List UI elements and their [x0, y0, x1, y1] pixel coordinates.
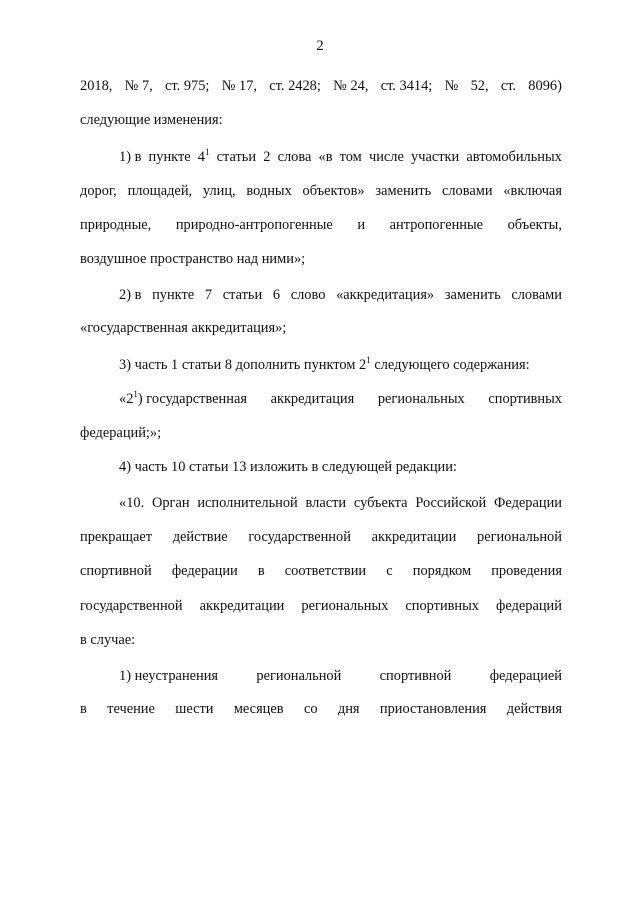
word: аккредитации — [371, 529, 457, 545]
word: природно-антропогенные — [175, 217, 333, 233]
word: Российской — [415, 495, 487, 511]
word: участки — [411, 149, 460, 165]
word: ст. — [500, 78, 517, 94]
word: субъекта — [353, 495, 408, 511]
word: власти — [305, 495, 347, 511]
text-line — [80, 181, 562, 201]
text-line: следующие изменения: — [80, 112, 223, 128]
word: том — [339, 149, 362, 165]
word: числе — [368, 149, 404, 165]
word: пункте — [148, 149, 191, 165]
word: улиц, — [202, 183, 236, 199]
word: заменить — [444, 287, 501, 303]
word: в — [80, 701, 87, 717]
superscript: 1 — [133, 389, 138, 400]
word: дня — [337, 701, 360, 717]
word: государственной — [248, 529, 351, 545]
word: «$2^1$) государственная — [119, 389, 247, 407]
word: в — [257, 563, 265, 579]
word: $4^1$ — [197, 147, 210, 165]
word: словами — [441, 183, 493, 199]
text-line — [80, 596, 562, 616]
text-line: воздушное пространство над ними»; — [80, 251, 306, 267]
superscript: 1 — [366, 355, 371, 366]
text-line — [80, 76, 562, 96]
word: 52, — [470, 78, 489, 94]
word: ст. 3414; — [380, 78, 433, 94]
word: 8096) — [528, 78, 562, 94]
word: порядком — [412, 563, 472, 579]
word: 1) неустранения — [119, 668, 219, 684]
text-line — [80, 527, 562, 547]
word: № 17, — [221, 78, 258, 94]
word: спортивной — [379, 668, 452, 684]
word: региональной — [256, 668, 342, 684]
word: Федерации — [494, 495, 562, 511]
word: региональных — [377, 391, 465, 407]
text-line: 4) часть 10 статьи 13 изложить в следующей редакции: — [119, 459, 457, 475]
word: исполнительной — [197, 495, 298, 511]
word: соответствии — [284, 563, 367, 579]
word: статьи — [216, 149, 257, 165]
word: 2018, — [80, 78, 113, 94]
word: 7 — [204, 287, 213, 303]
word: течение — [107, 701, 155, 717]
word: шести — [175, 701, 214, 717]
page-number: 2 — [316, 38, 324, 54]
word: № 7, — [124, 78, 153, 94]
word: объекты, — [507, 217, 562, 233]
word: «10. — [119, 495, 145, 511]
word: антропогенные — [389, 217, 484, 233]
word: «включая — [503, 183, 562, 199]
text-line — [119, 493, 562, 513]
word: № 24, — [333, 78, 369, 94]
word: спортивной — [80, 563, 152, 579]
word: аккредитации — [199, 598, 285, 614]
word: месяцев — [233, 701, 284, 717]
word: и — [357, 217, 366, 233]
word: автомобильных — [466, 149, 562, 165]
word: 2) в — [119, 287, 142, 303]
word: государственной — [80, 598, 183, 614]
word: 2 — [263, 149, 271, 165]
text-line — [80, 699, 562, 719]
word: «в — [318, 149, 333, 165]
word: 6 — [272, 287, 281, 303]
text-line: 3) часть 1 статьи 8 дополнить пунктом $2^1$ следующего содержания: — [119, 355, 530, 373]
word: ст. 2428; — [269, 78, 321, 94]
word: приостановления — [379, 701, 487, 717]
word: со — [303, 701, 318, 717]
word: Орган — [151, 495, 190, 511]
text-line — [119, 285, 562, 305]
text-line — [119, 147, 562, 167]
word: спортивных — [488, 391, 562, 407]
word: федерации — [171, 563, 238, 579]
word: федерацией — [489, 668, 562, 684]
word: действия — [506, 701, 562, 717]
word: объектов» — [302, 183, 365, 199]
word: статьи — [222, 287, 263, 303]
word: пункте — [152, 287, 195, 303]
word: природные, — [80, 217, 152, 233]
word: № — [444, 78, 459, 94]
word: дорог, — [80, 183, 117, 199]
word: аккредитация — [270, 391, 355, 407]
word: ст. 975; — [165, 78, 210, 94]
word: региональной — [477, 529, 562, 545]
word: водных — [246, 183, 292, 199]
text-line — [80, 561, 562, 581]
text-line — [80, 215, 562, 235]
word: проведения — [491, 563, 562, 579]
word: площадей, — [127, 183, 193, 199]
text-line: в случае: — [80, 632, 136, 648]
word: слова — [277, 149, 312, 165]
text-line — [119, 389, 562, 409]
word: спортивных — [405, 598, 479, 614]
text-line: федераций;»; — [80, 425, 162, 441]
word: прекращает — [80, 529, 153, 545]
text-line: «государственная аккредитация»; — [80, 320, 287, 336]
word: 1) в — [119, 149, 142, 165]
word: федераций — [496, 598, 562, 614]
word: региональных — [301, 598, 389, 614]
word: действие — [172, 529, 228, 545]
superscript: 1 — [204, 147, 210, 158]
word: слово — [290, 287, 326, 303]
word: заменить — [375, 183, 432, 199]
word: словами — [511, 287, 562, 303]
word: «аккредитация» — [336, 287, 435, 303]
text-line — [119, 666, 562, 686]
word: с — [386, 563, 393, 579]
